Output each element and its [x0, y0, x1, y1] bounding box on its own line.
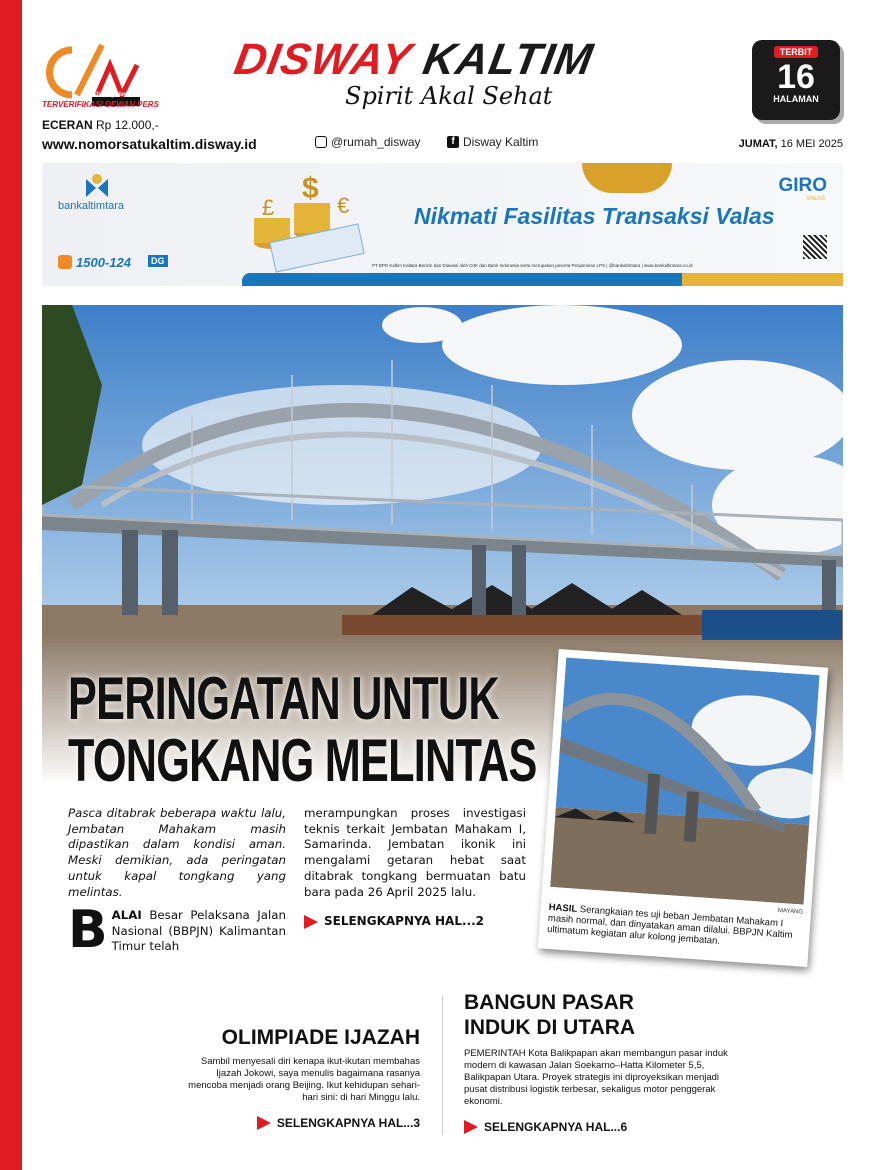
coins-illustration	[232, 163, 382, 283]
masthead-disway: DISWAY	[230, 35, 415, 84]
issue-date-value: 16 MEI 2025	[780, 138, 843, 150]
story-olimpiade[interactable]	[170, 1025, 420, 1130]
body-column-2	[304, 806, 526, 930]
facebook-text: Disway Kaltim	[463, 135, 539, 149]
ad-disclaimer: PT BPD Kaltim Kaltara Berizin dan Diawasi oleh OJK dan Bank Indonesia serta merupakan peserta Penjaminan LPS	[372, 263, 606, 268]
ad-social: @bankaltimtara	[608, 263, 641, 268]
lede-paragraph: Pasca ditabrak beberapa waktu lalu, Jembatan Mahakam masih dipastikan dalam kondisi aman. Meski demikian, ada peringatan untuk kapal tongkang yang melintas.	[68, 806, 286, 899]
arrow-icon	[304, 915, 318, 929]
badge-pages: 16	[777, 58, 815, 96]
photo-credit: MAYANG	[777, 907, 804, 916]
tagline: Spirit Akal Sehat	[345, 82, 553, 110]
bank-advertisement[interactable]	[42, 163, 843, 286]
masthead	[231, 35, 597, 85]
instagram-handle[interactable]	[315, 135, 421, 149]
read-more-text: SELENGKAPNYA HAL...2	[324, 914, 485, 929]
ad-product: GIRO	[778, 175, 827, 196]
verified-label: TERVERIFIKASI DEWAN PERS	[42, 100, 159, 109]
story-title: OLIMPIADE IJAZAH	[221, 1026, 420, 1049]
svg-text:£: £	[262, 195, 275, 220]
headline-line-1: PERINGATAN UNTUK	[68, 665, 499, 732]
story-pasar-induk[interactable]	[464, 990, 734, 1134]
ad-product-sub: VALAS	[806, 196, 825, 202]
issue-date	[739, 138, 843, 150]
read-more-link-6[interactable]	[464, 1120, 734, 1134]
badge-halaman: HALAMAN	[773, 94, 819, 104]
qr-code[interactable]	[803, 235, 827, 259]
instagram-icon	[315, 136, 327, 148]
body-lead-word: ALAI	[111, 908, 142, 922]
caption-lead: HASIL	[548, 901, 578, 915]
column-divider	[442, 995, 443, 1135]
read-more-text: SELENGKAPNYA HAL...3	[276, 1116, 420, 1130]
instagram-text: @rumah_disway	[331, 135, 421, 149]
arrow-icon	[464, 1120, 478, 1134]
facebook-icon: f	[447, 136, 459, 148]
network-label: Disway News Network	[94, 92, 158, 98]
retail-price	[42, 118, 159, 132]
inset-bridge-photo	[550, 657, 819, 904]
website-link[interactable]: www.nomorsatukaltim.disway.id	[42, 136, 257, 152]
left-red-bar	[0, 0, 22, 1170]
story-text: Sambil menyesali diri kenapa ikut-ikutan membahas Ijazah Jokowi, saya menulis bagaimana rasanya mencoba menjadi orang Beijing. Ikut kehidupan sehari-hari sini: di hari Minggu lalu.	[188, 1056, 420, 1103]
svg-text:$: $	[302, 172, 319, 205]
read-more-text: SELENGKAPNYA HAL...6	[484, 1120, 628, 1134]
svg-text:€: €	[337, 193, 350, 218]
bank-name: bankaltimtara	[58, 200, 125, 212]
masthead-kaltim: KALTIM	[419, 35, 598, 84]
caption-text: Serangkaian tes uji beban Jembatan Mahakam I masih normal, dan dinyatakan aman dilalui. BBPJN Kaltim ultimatum kegiatan alur kolong jembatan.	[546, 903, 793, 947]
ad-phone: 1500-124	[76, 255, 131, 270]
page-count-badge	[752, 40, 840, 120]
ad-url: www.bankaltimtara.co.id	[643, 263, 693, 268]
ad-gold-band	[682, 273, 843, 286]
main-headline[interactable]	[68, 665, 537, 794]
facebook-handle[interactable]	[447, 135, 538, 149]
read-more-link-3[interactable]	[170, 1116, 420, 1130]
bank-logo-icon	[82, 173, 112, 203]
story-text: PEMERINTAH Kota Balikpapan akan membangun pasar induk modern di kawasan Jalan Soekarno–Hatta Kilometer 5,5, Balikpapan Utara. Proyek strategis ini diproyeksikan menjadi pusat distribusi logistik terbesar, sekaligus motor penggerak ekonomi.	[464, 1048, 728, 1107]
inset-photo-card	[538, 649, 828, 967]
ad-app-icon: DG	[148, 255, 168, 267]
drop-cap: B	[68, 900, 108, 960]
issue-day: JUMAT,	[738, 138, 778, 150]
coin-graphic	[582, 163, 672, 193]
ad-slogan: Nikmati Fasilitas Transaksi Valas	[414, 203, 775, 229]
badge-terbit: TERBIT	[774, 46, 819, 58]
phone-icon	[58, 255, 72, 269]
story-title-line-2: INDUK DI UTARA	[464, 1016, 636, 1039]
price-label: ECERAN	[42, 118, 93, 132]
body-text-2: merampungkan proses investigasi teknis terkait Jembatan Mahakam I, Samarinda. Jembatan ikonik ini mengalami getaran hebat saat ditabrak tongkang bermuatan batu bara pada 26 April 2025 lalu.	[304, 806, 526, 899]
story-title-line-1: BANGUN PASAR	[464, 991, 634, 1014]
read-more-link-2[interactable]	[304, 914, 526, 930]
body-text-1: Besar Pelaksana Jalan Nasional (BBPJN) Kalimantan Timur telah	[111, 908, 286, 954]
arrow-icon	[257, 1116, 271, 1130]
body-column-1	[68, 900, 286, 960]
ad-footer: PT BPD Kaltim Kaltara Berizin dan Diawasi oleh OJK dan Bank Indonesia serta merupakan peserta Penjaminan LPS | @bankaltimtara | www.bankaltimtara.co.id	[372, 263, 693, 268]
price-value: Rp 12.000,-	[96, 118, 159, 132]
headline-line-2: TONGKANG MELINTAS	[68, 727, 537, 794]
